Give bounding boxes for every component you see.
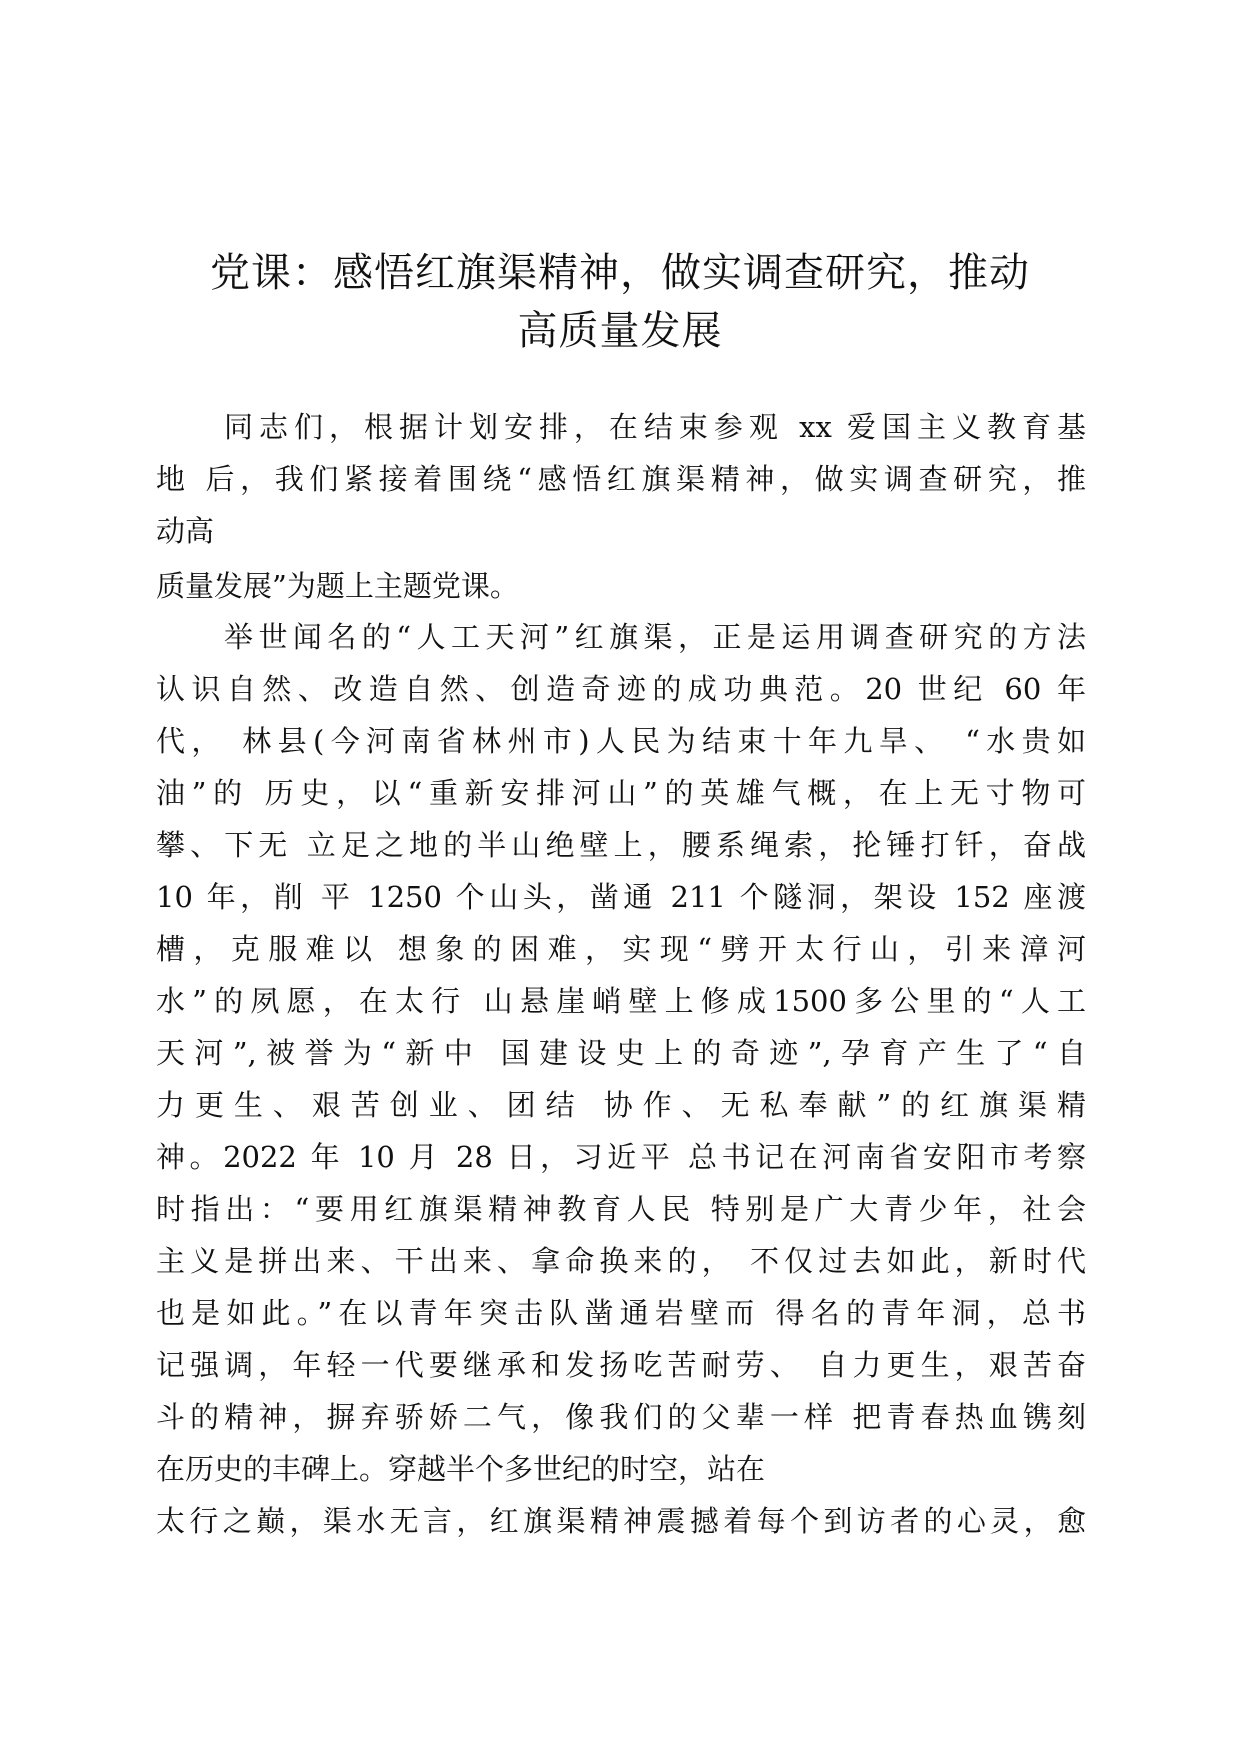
text-line: 动高 <box>156 514 215 548</box>
text-line: 举世闻名的“人工天河”红旗渠，正是运用调查研究的方法 <box>224 620 1086 654</box>
text-line: 代， 林县(今河南省林州市)人民为结束十年九旱、 “水贵如 <box>156 724 1086 758</box>
text-line: 天河”,被誉为“新中 国建设史上的奇迹”,孕育产生了“自 <box>156 1036 1086 1070</box>
title-line-1: 党课：感悟红旗渠精神，做实调查研究，推动 <box>210 250 1030 296</box>
text-line: 水”的夙愿，在太行 山悬崖峭壁上修成1500多公里的“人工 <box>156 984 1086 1018</box>
text-line: 太行之巅，渠水无言，红旗渠精神震撼着每个到访者的心灵，愈 <box>156 1504 1086 1538</box>
text-line: 地 后，我们紧接着围绕“感悟红旗渠精神，做实调查研究，推 <box>156 462 1086 496</box>
text-line: 认识自然、改造自然、创造奇迹的成功典范。20 世纪 60 年 <box>156 672 1086 706</box>
text-line: 记强调，年轻一代要继承和发扬吃苦耐劳、 自力更生，艰苦奋 <box>156 1348 1086 1382</box>
text-line: 10 年，削 平 1250 个山头，凿通 211 个隧洞，架设 152 座渡 <box>156 880 1086 914</box>
intro-paragraph <box>156 401 1086 557</box>
text-line: 攀、下无 立足之地的半山绝壁上，腰系绳索，抡锤打钎，奋战 <box>156 828 1086 862</box>
text-line: 在历史的丰碑上。穿越半个多世纪的时空，站在 <box>156 1452 766 1486</box>
text-line: 主义是拼出来、干出来、拿命换来的， 不仅过去如此，新时代 <box>156 1244 1086 1278</box>
text-line: 力更生、艰苦创业、团结 协作、无私奉献”的红旗渠精 <box>156 1088 1086 1122</box>
text-line: 神。2022 年 10 月 28 日，习近平 总书记在河南省安阳市考察 <box>156 1140 1086 1174</box>
title-line-2: 高质量发展 <box>517 308 723 354</box>
text-line: 质量发展”为题上主题党课。 <box>156 569 519 603</box>
main-paragraph <box>156 611 1086 1547</box>
document-title <box>150 244 1090 360</box>
text-line: 油”的 历史，以“重新安排河山”的英雄气概，在上无寸物可 <box>156 776 1086 810</box>
text-line: 斗的精神，摒弃骄娇二气，像我们的父辈一样 把青春热血镌刻 <box>156 1400 1086 1434</box>
text-line: 也是如此。”在以青年突击队凿通岩壁而 得名的青年洞，总书 <box>156 1296 1086 1330</box>
text-line: 时指出：“要用红旗渠精神教育人民 特别是广大青少年，社会 <box>156 1192 1086 1226</box>
text-line: 同志们，根据计划安排，在结束参观 xx 爱国主义教育基 <box>224 410 1086 444</box>
text-line: 槽，克服难以 想象的困难，实现“劈开太行山，引来漳河 <box>156 932 1086 966</box>
intro-paragraph-continued <box>156 560 1086 612</box>
